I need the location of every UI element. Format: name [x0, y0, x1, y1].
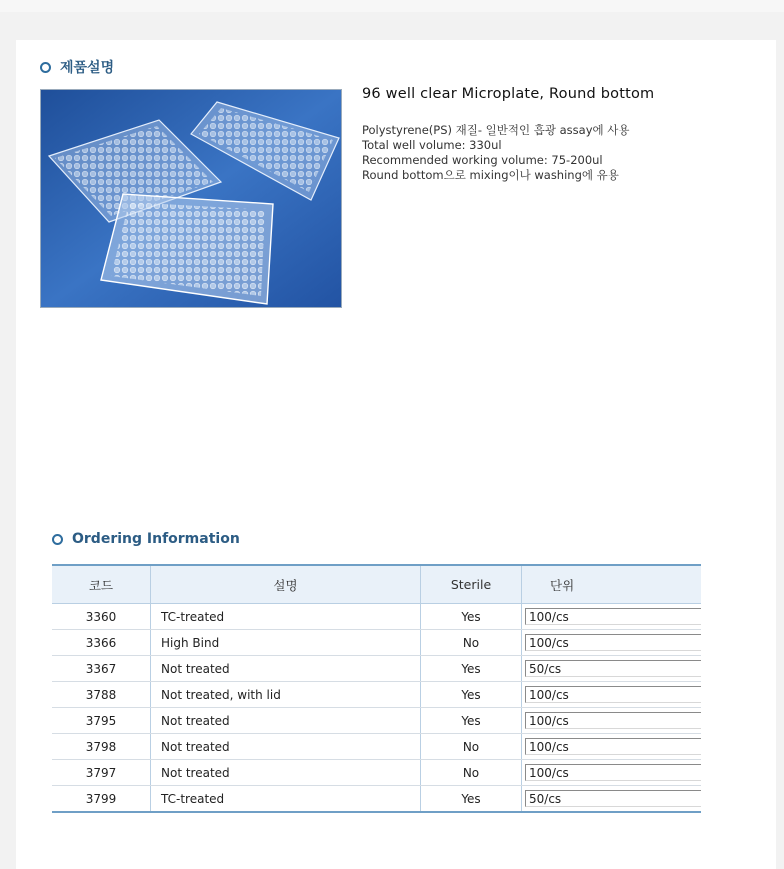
- cell-unit: [522, 786, 701, 811]
- table-row: [52, 630, 701, 656]
- cell-description: Not treated: [151, 656, 421, 681]
- cell-sterile: No: [421, 630, 522, 655]
- unit-field[interactable]: 100/cs: [525, 764, 701, 781]
- cell-description: Not treated: [151, 760, 421, 785]
- table-row: [52, 708, 701, 734]
- description-line: Total well volume: 330ul: [362, 138, 502, 152]
- header-sterile: Sterile: [421, 566, 522, 603]
- cell-description: TC-treated: [151, 786, 421, 811]
- product-name: 96 well clear Microplate, Round bottom: [362, 86, 655, 102]
- cell-sterile: Yes: [421, 708, 522, 733]
- circle-bullet-icon: [52, 534, 63, 545]
- table-body: [52, 604, 701, 813]
- cell-sterile: Yes: [421, 786, 522, 811]
- ordering-section-title: [52, 531, 240, 547]
- cell-unit: [522, 708, 701, 733]
- cell-code: 3795: [52, 708, 151, 733]
- unit-field[interactable]: 100/cs: [525, 686, 701, 703]
- top-bar: [0, 0, 784, 12]
- cell-description: TC-treated: [151, 604, 421, 629]
- table-row: [52, 656, 701, 682]
- product-section-label: 제품설명: [60, 60, 115, 76]
- unit-field[interactable]: 100/cs: [525, 634, 701, 651]
- cell-unit: [522, 630, 701, 655]
- cell-code: 3797: [52, 760, 151, 785]
- cell-code: 3799: [52, 786, 151, 811]
- table-row: [52, 760, 701, 786]
- cell-description: High Bind: [151, 630, 421, 655]
- panel-tab: [205, 40, 340, 46]
- description-line: Recommended working volume: 75-200ul: [362, 153, 603, 167]
- cell-description: Not treated: [151, 734, 421, 759]
- cell-code: 3366: [52, 630, 151, 655]
- cell-description: Not treated: [151, 708, 421, 733]
- cell-sterile: No: [421, 734, 522, 759]
- unit-field[interactable]: 100/cs: [525, 608, 701, 625]
- cell-code: 3788: [52, 682, 151, 707]
- cell-description: Not treated, with lid: [151, 682, 421, 707]
- product-section-title: [40, 57, 114, 77]
- table-row: [52, 734, 701, 760]
- cell-code: 3367: [52, 656, 151, 681]
- cell-sterile: No: [421, 760, 522, 785]
- cell-code: 3360: [52, 604, 151, 629]
- ordering-section-label: Ordering Information: [72, 531, 240, 547]
- table-row: [52, 604, 701, 630]
- description-line: Round bottom으로 mixing이나 washing에 유용: [362, 168, 619, 182]
- cell-unit: [522, 604, 701, 629]
- ordering-table: [52, 564, 701, 813]
- cell-sterile: Yes: [421, 656, 522, 681]
- table-row: [52, 682, 701, 708]
- product-photo: [40, 89, 342, 308]
- header-unit: 단위: [550, 577, 575, 593]
- product-description: [362, 123, 630, 183]
- unit-field[interactable]: 100/cs: [525, 712, 701, 729]
- unit-field[interactable]: 50/cs: [525, 790, 701, 807]
- unit-field[interactable]: 100/cs: [525, 738, 701, 755]
- cell-unit: [522, 760, 701, 785]
- cell-unit: [522, 656, 701, 681]
- table-row: [52, 786, 701, 813]
- cell-unit: [522, 682, 701, 707]
- cell-code: 3798: [52, 734, 151, 759]
- circle-bullet-icon: [40, 62, 51, 73]
- description-line: Polystyrene(PS) 재질- 일반적인 흡광 assay에 사용: [362, 123, 630, 137]
- cell-sterile: Yes: [421, 604, 522, 629]
- microplate-image: [41, 90, 342, 308]
- cell-unit: [522, 734, 701, 759]
- header-description: 설명: [151, 566, 421, 603]
- header-code: 코드: [52, 566, 151, 603]
- unit-field[interactable]: 50/cs: [525, 660, 701, 677]
- cell-sterile: Yes: [421, 682, 522, 707]
- table-header-row: [52, 564, 701, 604]
